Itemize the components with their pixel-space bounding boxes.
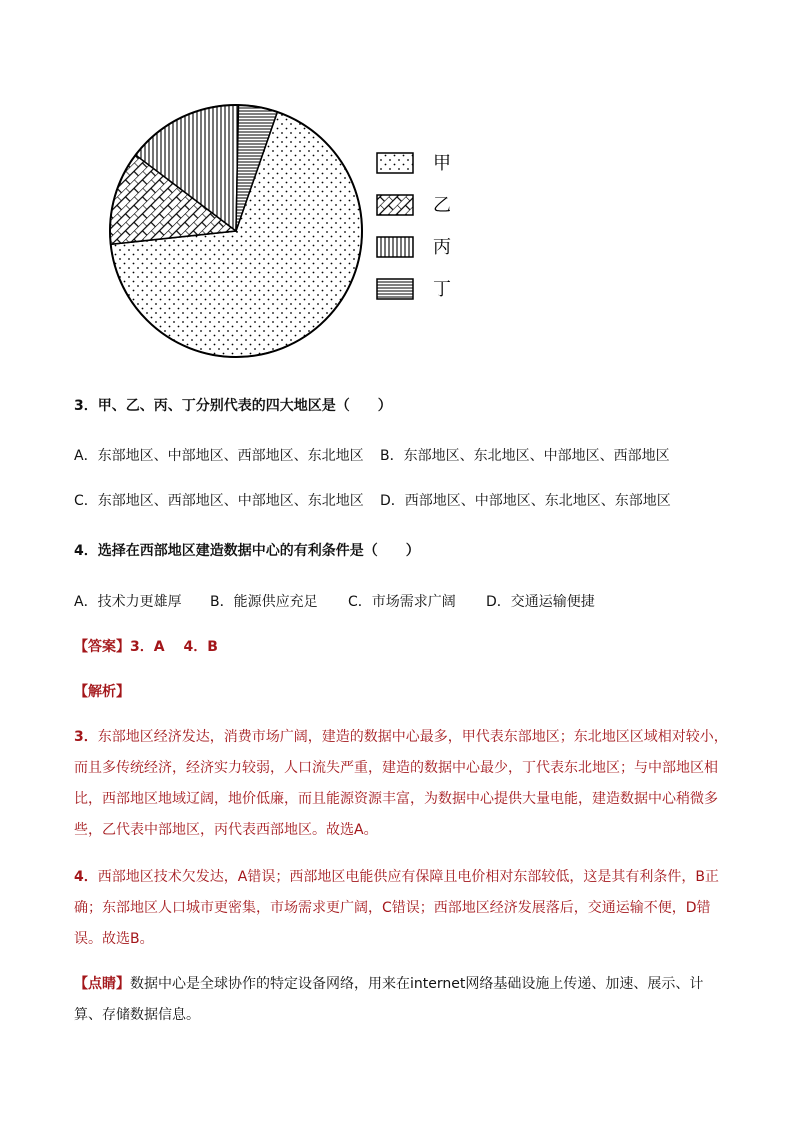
option-4b: B．能源供应充足 bbox=[210, 594, 318, 610]
legend-swatch-4 bbox=[377, 279, 413, 299]
answer-label: 【答案】 bbox=[74, 639, 130, 655]
legend-label-3: 丙 bbox=[433, 237, 451, 258]
pie-chart bbox=[100, 95, 480, 370]
tip-paragraph bbox=[74, 969, 730, 1031]
analysis-q4 bbox=[74, 862, 730, 955]
tip-label: 【点睛】 bbox=[74, 976, 130, 992]
question-4-stem: 4．选择在西部地区建造数据中心的有利条件是（ ） bbox=[74, 543, 420, 559]
option-3c: C．东部地区、西部地区、中部地区、东北地区 bbox=[74, 493, 364, 509]
analysis-q4-text: 西部地区技术欠发达，A错误；西部地区电能供应有保障且电价相对东部较低，这是其有利条件，B正确；东部地区人口城市更密集，市场需求更广阔，C错误；西部地区经济发展落后，交通运输不便，D错误。故选B。 bbox=[74, 869, 719, 947]
analysis-heading: 【解析】 bbox=[74, 684, 130, 700]
legend-swatch-1 bbox=[377, 153, 413, 173]
analysis-q3-text: 东部地区经济发达，消费市场广阔，建造的数据中心最多，甲代表东部地区；东北地区区域相对较小，而且多传统经济，经济实力较弱，人口流失严重，建造的数据中心最少，丁代表东北地区；与中部地区相比，西部地区地域辽阔，地价低廉，而且能源资源丰富，为数据中心提供大量电能，建造数据中心稍微多些，乙代表中部地区，丙代表西部地区。故选A。 bbox=[74, 729, 728, 838]
legend-swatch-3 bbox=[377, 237, 413, 257]
option-4c: C．市场需求广阔 bbox=[348, 594, 456, 610]
legend-label-2: 乙 bbox=[433, 195, 451, 216]
question-4-options-row bbox=[74, 592, 595, 612]
question-3-stem: 3．甲、乙、丙、丁分别代表的四大地区是（ ） bbox=[74, 398, 392, 414]
option-3b: B．东部地区、东北地区、中部地区、西部地区 bbox=[380, 448, 670, 464]
answer-text: 3．A 4．B bbox=[130, 639, 218, 655]
legend-label-4: 丁 bbox=[433, 279, 451, 300]
question-3-options-row-1 bbox=[74, 446, 670, 466]
tip-text: 数据中心是全球协作的特定设备网络，用来在internet网络基础设施上传递、加速、展示、计算、存储数据信息。 bbox=[74, 976, 704, 1023]
legend-swatch-2 bbox=[377, 195, 413, 215]
answer-line bbox=[74, 637, 218, 657]
option-3d: D．西部地区、中部地区、东北地区、东部地区 bbox=[380, 493, 671, 509]
option-4a: A．技术力更雄厚 bbox=[74, 594, 182, 610]
analysis-q3-number: 3． bbox=[74, 729, 98, 745]
analysis-q3 bbox=[74, 722, 730, 846]
legend-label-1: 甲 bbox=[433, 153, 451, 174]
option-3a: A．东部地区、中部地区、西部地区、东北地区 bbox=[74, 448, 364, 464]
analysis-q4-number: 4． bbox=[74, 869, 98, 885]
option-4d: D．交通运输便捷 bbox=[486, 594, 595, 610]
question-3-options-row-2 bbox=[74, 491, 671, 511]
